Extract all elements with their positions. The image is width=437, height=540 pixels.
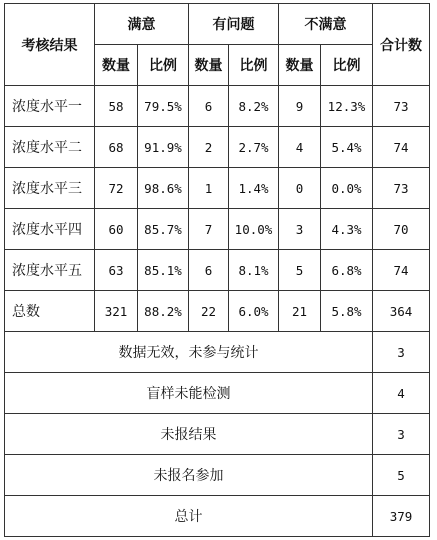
header-unsatisfied-ratio: 比例: [321, 45, 373, 86]
problem-ratio-cell: 6.0%: [229, 291, 279, 332]
unsatisfied-count-cell: 5: [279, 250, 321, 291]
table-row: [5, 127, 430, 168]
header-satisfied-ratio: 比例: [138, 45, 189, 86]
satisfied-count-cell: 60: [95, 209, 138, 250]
satisfied-ratio-cell: 85.7%: [138, 209, 189, 250]
row-total-cell: 74: [373, 250, 430, 291]
row-total-cell: 73: [373, 86, 430, 127]
problem-count-cell: 22: [189, 291, 229, 332]
summary-row: [5, 373, 430, 414]
satisfied-ratio-cell: 91.9%: [138, 127, 189, 168]
header-problem-ratio: 比例: [229, 45, 279, 86]
unsatisfied-ratio-cell: 12.3%: [321, 86, 373, 127]
satisfied-count-cell: 63: [95, 250, 138, 291]
row-label: 浓度水平五: [5, 250, 95, 291]
problem-ratio-cell: 8.2%: [229, 86, 279, 127]
row-total-cell: 364: [373, 291, 430, 332]
row-label: 总数: [5, 291, 95, 332]
problem-ratio-cell: 2.7%: [229, 127, 279, 168]
row-total-cell: 70: [373, 209, 430, 250]
unsatisfied-ratio-cell: 6.8%: [321, 250, 373, 291]
unsatisfied-ratio-cell: 5.8%: [321, 291, 373, 332]
summary-value: 379: [373, 496, 430, 537]
unsatisfied-count-cell: 0: [279, 168, 321, 209]
row-label: 浓度水平三: [5, 168, 95, 209]
problem-ratio-cell: 8.1%: [229, 250, 279, 291]
satisfied-count-cell: 72: [95, 168, 138, 209]
summary-row: [5, 332, 430, 373]
table-body: [5, 4, 430, 537]
problem-count-cell: 1: [189, 168, 229, 209]
header-problem-count: 数量: [189, 45, 229, 86]
summary-row: [5, 496, 430, 537]
problem-count-cell: 7: [189, 209, 229, 250]
unsatisfied-ratio-cell: 4.3%: [321, 209, 373, 250]
unsatisfied-ratio-cell: 5.4%: [321, 127, 373, 168]
problem-count-cell: 6: [189, 86, 229, 127]
summary-label: 未报名参加: [5, 455, 373, 496]
unsatisfied-count-cell: 9: [279, 86, 321, 127]
summary-value: 4: [373, 373, 430, 414]
summary-value: 3: [373, 414, 430, 455]
header-satisfied: 满意: [95, 4, 189, 45]
summary-row: [5, 455, 430, 496]
summary-label: 数据无效，未参与统计: [5, 332, 373, 373]
satisfied-count-cell: 321: [95, 291, 138, 332]
table-row: [5, 168, 430, 209]
header-row-1: [5, 4, 430, 45]
table-row: [5, 209, 430, 250]
satisfied-ratio-cell: 98.6%: [138, 168, 189, 209]
summary-value: 5: [373, 455, 430, 496]
row-label: 浓度水平二: [5, 127, 95, 168]
summary-label: 盲样未能检测: [5, 373, 373, 414]
unsatisfied-count-cell: 3: [279, 209, 321, 250]
satisfied-ratio-cell: 88.2%: [138, 291, 189, 332]
row-total-cell: 73: [373, 168, 430, 209]
results-table: [4, 3, 430, 537]
header-problem: 有问题: [189, 4, 279, 45]
header-unsatisfied-count: 数量: [279, 45, 321, 86]
table-row: [5, 86, 430, 127]
header-unsatisfied: 不满意: [279, 4, 373, 45]
problem-count-cell: 6: [189, 250, 229, 291]
unsatisfied-ratio-cell: 0.0%: [321, 168, 373, 209]
header-total: 合计数: [373, 4, 430, 86]
satisfied-count-cell: 58: [95, 86, 138, 127]
header-satisfied-count: 数量: [95, 45, 138, 86]
table-row: [5, 250, 430, 291]
summary-row: [5, 414, 430, 455]
table-row: [5, 291, 430, 332]
summary-label: 未报结果: [5, 414, 373, 455]
unsatisfied-count-cell: 21: [279, 291, 321, 332]
row-label: 浓度水平一: [5, 86, 95, 127]
satisfied-count-cell: 68: [95, 127, 138, 168]
unsatisfied-count-cell: 4: [279, 127, 321, 168]
satisfied-ratio-cell: 79.5%: [138, 86, 189, 127]
summary-value: 3: [373, 332, 430, 373]
summary-label: 总计: [5, 496, 373, 537]
problem-ratio-cell: 10.0%: [229, 209, 279, 250]
row-total-cell: 74: [373, 127, 430, 168]
problem-count-cell: 2: [189, 127, 229, 168]
satisfied-ratio-cell: 85.1%: [138, 250, 189, 291]
row-label: 浓度水平四: [5, 209, 95, 250]
problem-ratio-cell: 1.4%: [229, 168, 279, 209]
header-item: 考核结果: [5, 4, 95, 86]
